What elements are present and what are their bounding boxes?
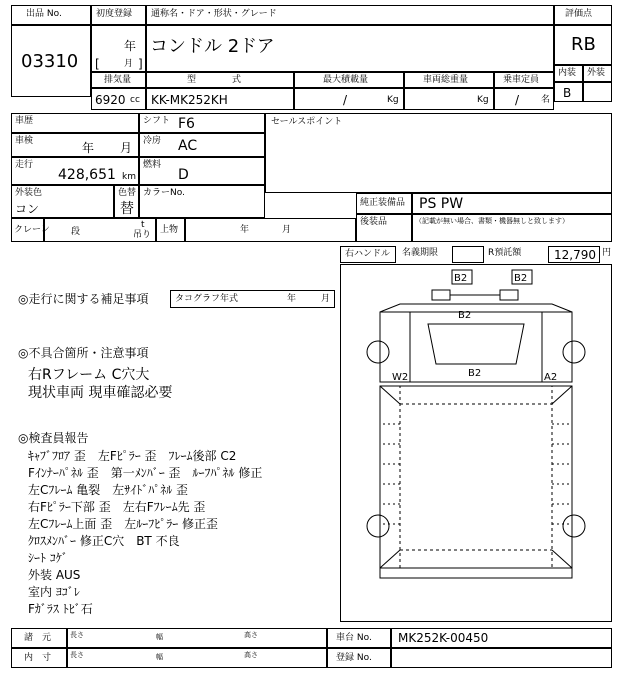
rating-label-cell (554, 5, 612, 25)
car-name: コンドル 2ドア (150, 36, 275, 57)
mileage-value: 428,651 (58, 167, 116, 183)
history-label: 車歴 (15, 116, 34, 126)
km-unit: km (122, 172, 136, 182)
report-line: Fｲﾝﾅｰﾊﾟﾈﾙ 歪 第一ﾒﾝﾊﾞｰ 歪 ﾙｰﾌﾊﾟﾈﾙ 修正 (28, 466, 263, 480)
defects-title: ◎不具合箇所・注意事項 (18, 346, 149, 360)
inspection-label: 車検 (15, 136, 34, 146)
displacement-label: 排気量 (104, 75, 132, 85)
rear-left-wheel-icon (367, 515, 389, 537)
inner-label: 内 寸 (24, 653, 52, 663)
crane-value-cell (44, 218, 156, 242)
max-load-label: 最大積載量 (323, 75, 369, 85)
report-line: 左Cﾌﾚｰﾑ 亀裂 左ｻｲﾄﾞﾊﾟﾈﾙ 歪 (28, 483, 189, 497)
color-cell (11, 185, 114, 218)
model-value: KK-MK252KH (151, 93, 228, 107)
tachograph-box (170, 290, 335, 308)
upper-body-label-cell (156, 218, 185, 242)
inner-values-cell (67, 648, 327, 668)
chassis-number: MK252K-00450 (398, 631, 489, 645)
tachograph-month-unit: 月 (321, 294, 331, 304)
first-reg-value-cell (91, 25, 146, 72)
standard-equipment-cell (412, 193, 612, 214)
color-change-value: 替 (120, 201, 134, 217)
dims-height-label: 高さ (244, 631, 258, 639)
max-load-cell (294, 88, 404, 110)
mileage-label: 走行 (15, 160, 34, 170)
damage-mark: W2 (392, 372, 409, 383)
reg-cell (391, 648, 612, 668)
report-line: 外装 AUS (28, 568, 81, 582)
hang-unit: 吊り (133, 230, 152, 240)
bracket-open: [ (95, 57, 100, 71)
fuel-value: D (178, 167, 189, 183)
gross-weight-label: 車両総重量 (423, 75, 469, 85)
capacity-label-cell (494, 72, 554, 88)
color-change-label: 色替 (118, 188, 137, 198)
inspector-title: ◎検査員報告 (18, 431, 89, 445)
inspection-cell (11, 133, 139, 157)
ton-unit: t (141, 220, 145, 230)
color-no-label: カラーNo. (143, 188, 185, 198)
year-unit: 年 (124, 39, 137, 53)
max-load-label-cell (294, 72, 404, 88)
deposit-value: 12,790 (554, 248, 596, 262)
fuel-cell (139, 157, 265, 185)
capacity-cell (494, 88, 554, 110)
sales-point-label: セールスポイント (271, 117, 343, 127)
first-reg-label-cell (91, 5, 146, 25)
deposit-box (548, 246, 600, 263)
model-label: 型 式 (187, 75, 242, 85)
left-mirror-icon (432, 290, 450, 300)
mileage-check-tag: R預託額 (488, 248, 522, 258)
standard-equipment-label: 純正装備品 (360, 198, 406, 208)
upper-body-month-unit: 月 (282, 225, 292, 235)
damage-mark: B2 (468, 368, 482, 379)
report-line: 室内 ﾖｺﾞﾚ (28, 585, 80, 599)
dims-values-cell (67, 628, 327, 648)
cc-unit: cc (130, 95, 140, 105)
upper-body-year-unit: 年 (240, 225, 250, 235)
report-line: 左Cﾌﾚｰﾑ上面 歪 左ﾙｰﾌﾋﾟﾗｰ 修正歪 (28, 517, 219, 531)
report-line: ｷｬﾌﾞﾌﾛｱ 歪 左Fﾋﾟﾗｰ 歪 ﾌﾚｰﾑ後部 C2 (28, 449, 237, 463)
inspection-year-unit: 年 (82, 141, 95, 155)
lot-label: 出品 No. (26, 9, 62, 19)
name-change-label: 名義期限 (402, 248, 439, 258)
damage-mark: B2 (514, 273, 528, 284)
damage-mark: A2 (544, 372, 558, 383)
handle-value: 右ハンドル (345, 249, 391, 259)
inner-length-label: 長さ (70, 651, 84, 659)
interior-label: 内装 (558, 68, 577, 78)
color-label: 外装色 (15, 188, 43, 198)
windshield-outline (428, 324, 524, 364)
dims-width-label: 幅 (156, 633, 163, 641)
color-no-cell (139, 185, 265, 218)
defects-list (28, 364, 172, 400)
report-line: Fｶﾞﾗｽ ﾄﾋﾞ石 (28, 602, 93, 616)
gross-weight-cell (404, 88, 494, 110)
car-name-cell (146, 25, 554, 72)
rating-value: RB (571, 34, 596, 55)
displacement-cell (91, 88, 146, 110)
chassis-label: 車台 No. (336, 633, 372, 643)
max-load-unit: Kg (387, 95, 399, 105)
inner-label-cell (11, 648, 67, 668)
inspection-month-unit: 月 (120, 141, 133, 155)
ac-label: 冷房 (143, 136, 162, 146)
max-load-slash: / (343, 93, 348, 107)
aftermarket-note: （記載が無い場合、書類・機器無しと致します） (415, 217, 569, 225)
displacement-value: 6920 (95, 93, 126, 107)
dims-label-cell (11, 628, 67, 648)
dims-label: 諸 元 (24, 633, 52, 643)
rating-cell (554, 25, 612, 65)
displacement-label-cell (91, 72, 146, 88)
bracket-close: ] (138, 57, 143, 71)
interior-grade-cell (554, 82, 583, 102)
rating-label: 評価点 (565, 9, 593, 19)
model-cell (146, 88, 294, 110)
damage-mark: B2 (458, 310, 472, 321)
history-cell (11, 113, 139, 133)
capacity-slash: / (515, 93, 520, 107)
rear-right-wheel-icon (563, 515, 585, 537)
sales-point-cell (265, 113, 612, 193)
yen-unit: 円 (602, 248, 612, 258)
inner-width-label: 幅 (156, 653, 163, 661)
defect-line: 右Rフレーム C穴大 (28, 367, 150, 383)
right-mirror-icon (500, 290, 518, 300)
defect-line: 現状車両 現車確認必要 (28, 385, 173, 401)
report-line: ｸﾛｽﾒﾝﾊﾞｰ 修正C穴 BT 不良 (28, 534, 180, 548)
inspector-report (28, 447, 262, 617)
truck-damage-diagram (340, 264, 612, 622)
capacity-unit: 名 (541, 95, 551, 105)
crane-label-cell (11, 218, 50, 242)
model-label-cell (146, 72, 294, 88)
first-reg-label: 初度登録 (96, 9, 133, 19)
interior-grade: B (563, 86, 572, 100)
ac-cell (139, 133, 265, 157)
name-label-cell (146, 5, 554, 25)
ac-value: AC (178, 138, 198, 154)
crane-label: クレーン (14, 225, 50, 235)
cargo-bed-outline (380, 386, 572, 568)
supplement-title: ◎走行に関する補足事項 (18, 292, 149, 306)
name-change-box (452, 246, 484, 263)
shift-label: シフト (143, 116, 171, 126)
name-label: 通称名・ドア・形状・グレード (151, 9, 277, 19)
chassis-label-cell (327, 628, 391, 648)
capacity-label: 乗車定員 (503, 75, 540, 85)
upper-body-label: 上物 (160, 225, 179, 235)
aftermarket-label: 後装品 (360, 217, 388, 227)
month-unit: 月 (124, 59, 134, 69)
color-change-cell (114, 185, 139, 218)
standard-equipment-label-cell (356, 193, 412, 214)
tachograph-year-unit: 年 (287, 294, 297, 304)
reg-label-cell (327, 648, 391, 668)
dims-length-label: 長さ (70, 631, 84, 639)
shift-cell (139, 113, 265, 133)
gross-weight-label-cell (404, 72, 494, 88)
lot-number-cell (11, 25, 91, 97)
mileage-cell (11, 157, 139, 185)
exterior-label-cell (583, 65, 612, 82)
report-line: 右Fﾋﾟﾗｰ下部 歪 左右Fﾌﾚｰﾑ先 歪 (28, 500, 206, 514)
fuel-label: 燃料 (143, 160, 162, 170)
reg-label: 登録 No. (336, 653, 372, 663)
report-line: ｼｰﾄ ｺｹﾞ (28, 551, 68, 565)
exterior-label: 外装 (587, 68, 606, 78)
standard-equipment-items: PS PW (419, 196, 464, 212)
inner-height-label: 高さ (244, 651, 258, 659)
color-value: コン (15, 202, 40, 216)
tachograph-label: タコグラフ年式 (175, 294, 239, 304)
handle-tag (340, 246, 396, 263)
front-right-wheel-icon (563, 341, 585, 363)
aftermarket-cell (412, 214, 612, 242)
aftermarket-label-cell (356, 214, 412, 242)
shift-value: F6 (178, 116, 195, 132)
chassis-cell (391, 628, 612, 648)
damage-mark: B2 (454, 273, 468, 284)
exterior-grade-cell (583, 82, 612, 102)
lot-label-cell (11, 5, 91, 25)
lot-number: 03310 (21, 51, 79, 72)
crane-stage-unit: 段 (71, 227, 81, 237)
front-left-wheel-icon (367, 341, 389, 363)
gross-weight-unit: Kg (477, 95, 489, 105)
upper-body-value-cell (185, 218, 356, 242)
interior-label-cell (554, 65, 583, 82)
